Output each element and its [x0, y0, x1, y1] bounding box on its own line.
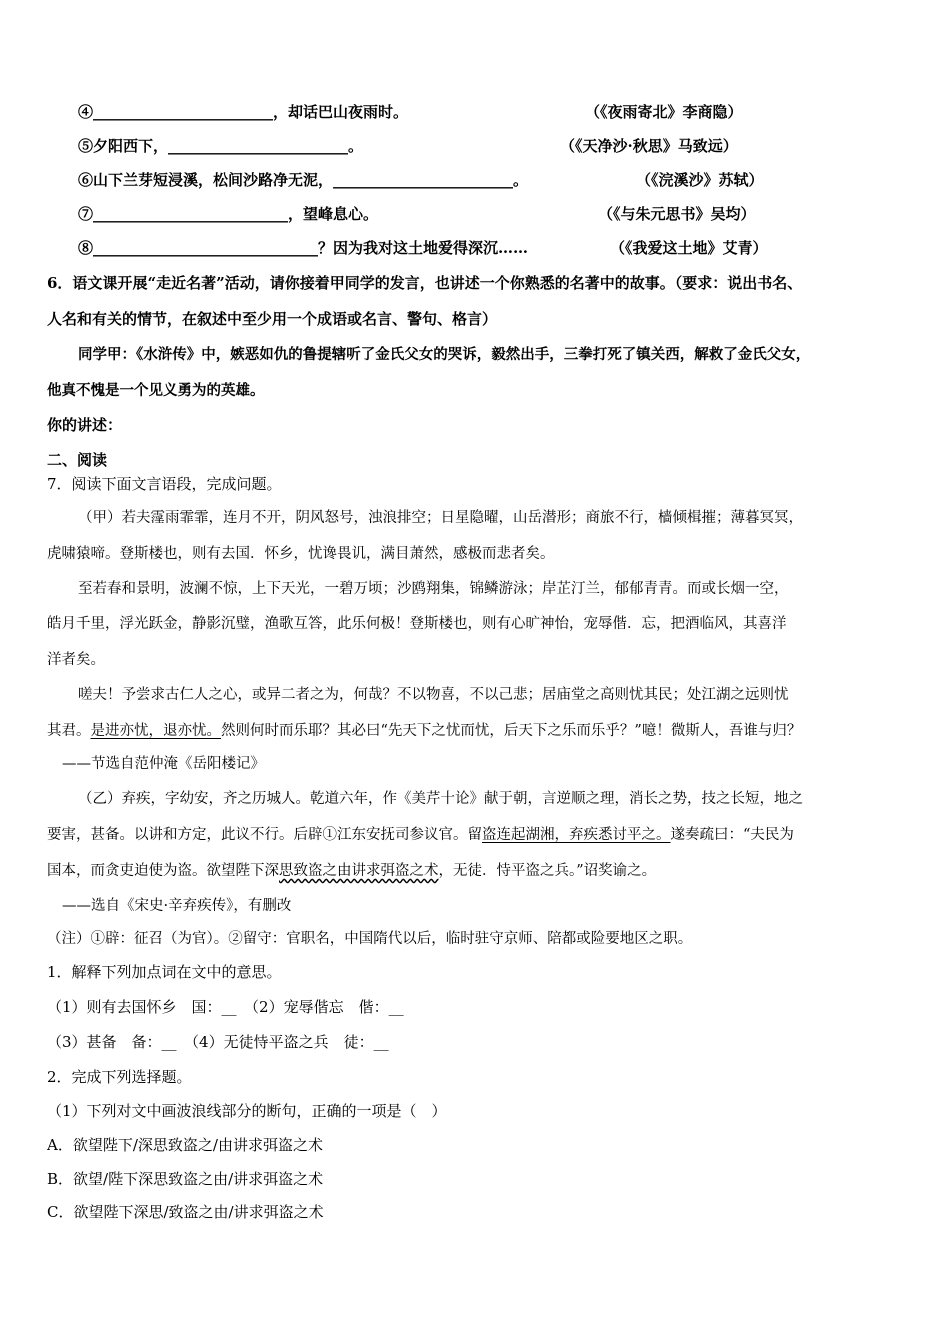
poem-source: （《天净沙·秋思》马致远）: [560, 137, 738, 155]
poem-line-6: [78, 170, 528, 190]
passage-text: 国本，而贪吏迫使为盗。欲望陛下深: [47, 863, 279, 879]
passage-text: ，无徒．恃平盗之兵。”诏奖谕之。: [438, 863, 657, 879]
poem-text: ，却话巴山夜雨时。: [273, 103, 409, 121]
passage-text: 遂奏疏曰：“夫民为: [670, 827, 794, 843]
poem-text: ？因为我对这土地爱得深沉……: [318, 239, 529, 257]
q6-prompt-line2: 人名和有关的情节，在叙述中至少用一个成语或名言、警句、格言）: [47, 310, 498, 328]
q6-classmate-line2: 他真不愧是一个见义勇为的英雄。: [47, 382, 265, 399]
poem-num: ⑧: [78, 239, 94, 257]
passage-yi-l1: （乙）弃疾，字幼安，齐之历城人。乾道六年，作《美芹十论》献于朝，言逆顺之理，消长之势，技之长短，地之: [78, 791, 803, 807]
passage-jia-p3-l1: 嗟夫！予尝求古仁人之心，或异二者之为，何哉？不以物喜，不以己悲；居庙堂之高则忧其民；处江湖之远则忧: [78, 687, 789, 703]
poem-text: 。: [348, 137, 364, 155]
passage-jia-p1-l1: （甲）若夫霪雨霏霏，连月不开，阴风怒号，浊浪排空；日星隐曜，山岳潜形；商旅不行，樯倾楫摧；薄暮冥冥，: [78, 510, 803, 526]
underlined-phrase: 是进亦忧，退亦忧。: [90, 723, 221, 739]
passage-jia-p2-l3: 洋者矣。: [47, 652, 105, 668]
passage-jia-p1-l2: 虎啸猿啼。登斯楼也，则有去国．怀乡，忧谗畏讥，满目萧然，感极而悲者矣。: [47, 546, 555, 562]
wavy-underlined-phrase: 思致盗之由讲求弭盗之术: [279, 863, 439, 879]
option-c[interactable]: C．欲望陛下深思/致盗之由/讲求弭盗之术: [47, 1203, 324, 1221]
passage-jia-source: ——节选自范仲淹《岳阳楼记》: [62, 756, 265, 772]
sub-question-1: 1．解释下列加点词在文中的意思。: [47, 963, 282, 981]
poem-source: （《与朱元思书》吴均）: [598, 205, 756, 223]
passage-yi-source: ——选自《宋史·辛弃疾传》，有删改: [62, 898, 292, 914]
sub-question-1-row1[interactable]: （1）则有去国怀乡 国：__ （2）宠辱偕忘 偕：__: [47, 998, 404, 1016]
fill-blank[interactable]: ________________________: [168, 137, 349, 155]
poem-line-8: [78, 238, 528, 258]
poem-num: ⑥: [78, 171, 94, 189]
q6-prompt-line1: 6．语文课开展“走近名著”活动，请你接着甲同学的发言，也讲述一个你熟悉的名著中的故事。（要求：说出书名、: [47, 274, 803, 292]
poem-text: ，望峰息心。: [288, 205, 379, 223]
q6-classmate-line1: 同学甲：《水浒传》中，嫉恶如仇的鲁提辖听了金氏父女的哭诉，毅然出手，三拳打死了镇关西，解救了金氏父女，: [78, 346, 811, 363]
poem-text: 山下兰芽短浸溪，松间沙路净无泥，: [93, 171, 334, 189]
poem-num: ⑦: [78, 205, 94, 223]
sub-question-1-row2[interactable]: （3）甚备 备：__ （4）无徒恃平盗之兵 徒：__: [47, 1033, 389, 1051]
passage-text: 其君。: [47, 723, 91, 739]
passage-jia-p2-l2: 皓月千里，浮光跃金，静影沉璧，渔歌互答，此乐何极！登斯楼也，则有心旷神怡，宠辱偕．忘，把酒临风，其喜洋: [47, 616, 787, 632]
poem-text: 。: [513, 171, 529, 189]
option-b[interactable]: B．欲望/陛下深思致盗之由/讲求弭盗之术: [47, 1170, 324, 1188]
poem-text: 夕阳西下，: [93, 137, 169, 155]
sub-question-2: 2．完成下列选择题。: [47, 1068, 192, 1086]
passage-jia-p3-l2: [47, 721, 801, 741]
q6-your-turn[interactable]: 你的讲述：: [47, 416, 123, 434]
fill-blank[interactable]: ______________________________: [93, 239, 319, 257]
poem-num: ⑤: [78, 137, 94, 155]
passage-yi-l2: [47, 825, 794, 845]
poem-line-4: [78, 102, 408, 122]
poem-line-5: [78, 136, 363, 156]
q7-title: 7．阅读下面文言语段，完成问题。: [47, 475, 282, 493]
choice-question: （1）下列对文中画波浪线部分的断句，正确的一项是（ ）: [47, 1102, 447, 1120]
annotation-note: （注）①辟：征召（为官）。②留守：官职名，中国隋代以后，临时驻守京师、陪都或险要地区之职。: [47, 931, 693, 947]
option-a[interactable]: A．欲望陛下/深思致盗之/由讲求弭盗之术: [47, 1136, 323, 1154]
passage-text: 然则何时而乐耶？其必曰“先天下之忧而忧，后天下之乐而乐乎？”噫！微斯人，吾谁与归？: [221, 723, 802, 739]
passage-jia-p2-l1: 至若春和景明，波澜不惊，上下天光，一碧万顷；沙鸥翔集，锦鳞游泳；岸芷汀兰，郁郁青青。而或长烟一空，: [78, 581, 789, 597]
poem-line-7: [78, 204, 378, 224]
fill-blank[interactable]: __________________________: [93, 205, 289, 223]
fill-blank[interactable]: ________________________: [93, 103, 274, 121]
poem-source: （《浣溪沙》苏轼）: [636, 171, 764, 189]
poem-source: （《我爱这土地》艾青）: [610, 239, 768, 257]
poem-num: ④: [78, 103, 94, 121]
section-title: 二、阅读: [47, 451, 108, 469]
passage-text: 要害，甚备。以讲和方定，此议不行。后辟①江东安抚司参议官。留: [47, 827, 482, 843]
poem-source: （《夜雨寄北》李商隐）: [585, 103, 743, 121]
underlined-phrase: 盗连起湖湘，弃疾悉讨平之。: [482, 827, 671, 843]
fill-blank[interactable]: ________________________: [333, 171, 514, 189]
passage-yi-l3: [47, 861, 656, 881]
